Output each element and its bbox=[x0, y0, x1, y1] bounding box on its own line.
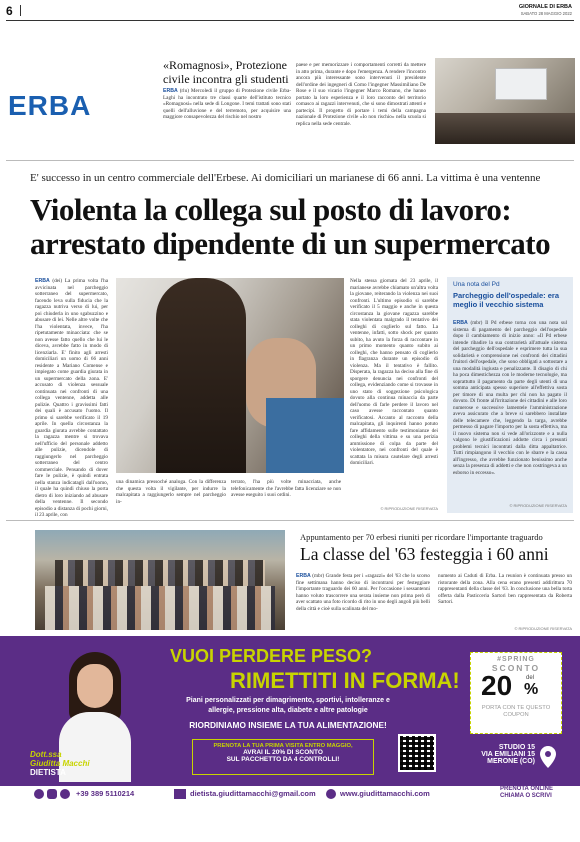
page-number: 6 bbox=[6, 4, 13, 18]
promo-line3: SUL PACCHETTO DA 4 CONTROLLI! bbox=[226, 756, 340, 763]
group-row-front bbox=[45, 586, 275, 630]
byline: ERBA bbox=[296, 573, 311, 579]
main-photo bbox=[116, 278, 344, 473]
main-headline-line2: arrestato dipendente di un supermercato bbox=[30, 226, 551, 261]
email-address[interactable]: dietista.giudittamacchi@gmail.com bbox=[190, 789, 316, 798]
top-article-col2: paese e per memorizzare i comportamenti corretti da mettere in atto prima, durante e dopo l'emergenza. A rendere l'incontro ancora più interessante sono intervenuti il presidente dell'ordine dei ingegneri di Como l'ingegner Massimiliano De Rose e il suo vicario l'ingegner Marco Romano, che hanno portato la loro esperienza e il loro racconto del territorio comasco ai ragazzi intervenuti, che si sono dimostrati attenti e partecipi. Il progetto di portare i temi della campagna nazionale di Protezione civile «Io non rischio» nella scuola si replica nella sede centrale. bbox=[296, 62, 426, 127]
sidebar-box bbox=[447, 277, 573, 513]
address-block bbox=[445, 744, 535, 765]
sidebar-credit: © RIPRODUZIONE RISERVATA bbox=[509, 503, 567, 508]
instagram-icon[interactable] bbox=[47, 789, 57, 799]
online-line1: PRENOTA ONLINE bbox=[500, 786, 554, 792]
email-icon bbox=[174, 789, 186, 799]
coupon-hashtag: #SPRING bbox=[497, 656, 535, 663]
contact-bar-inner bbox=[30, 787, 580, 801]
address-line2: VIA EMILIANI 15 bbox=[481, 751, 535, 758]
byline-code: (rlu) bbox=[179, 88, 189, 94]
location-pin-icon bbox=[540, 746, 556, 768]
rule-2 bbox=[6, 520, 574, 521]
promo-box bbox=[192, 739, 374, 775]
doctor-name-block bbox=[30, 750, 130, 777]
top-article-col1 bbox=[163, 88, 291, 146]
address-line3: MERONE (CO) bbox=[487, 758, 535, 765]
ad-cta: RIORDINIAMO INSIEME LA TUA ALIMENTAZIONE! bbox=[189, 720, 387, 730]
main-col1 bbox=[35, 278, 108, 518]
coupon-percent: 20 bbox=[481, 670, 513, 701]
portrait-face bbox=[77, 664, 113, 708]
promo-line1: PRENOTA LA TUA PRIMA VISITA ENTRO MAGGIO, bbox=[213, 743, 353, 749]
byline-code: (mbr) bbox=[470, 320, 483, 326]
body-text: Grande festa per i «ragazzi» del '63 che lo scorso fine settimana hanno deciso di incontrarsi per festeggiare l'importante traguardo dei 60 anni. Per l'occasione i sessantenni hanno voluto trascorrere una serata insieme non prima però di aver scattato una foto ricordo di rito in uno degli angoli più belli della città e cioè sulla scalinata del mo- bbox=[296, 573, 431, 612]
projection-screen bbox=[495, 68, 547, 100]
byline: ERBA bbox=[453, 320, 468, 326]
coupon-percent-sign: % bbox=[524, 681, 539, 698]
newspaper-name: GIORNALE DI ERBA bbox=[518, 4, 572, 10]
byline: ERBA bbox=[35, 278, 50, 284]
main-credit: © RIPRODUZIONE RISERVATA bbox=[380, 506, 438, 511]
class-kicker: Appuntamento per 70 erbesi riuniti per ricordare l'importante traguardo bbox=[300, 532, 543, 542]
coupon-del: del bbox=[526, 675, 535, 681]
coupon-sconto: SCONTO bbox=[491, 663, 541, 673]
address-line1: STUDIO 15 bbox=[498, 744, 535, 751]
sidebar-title: Parcheggio dell'ospedale: era meglio il vecchio sistema bbox=[453, 291, 559, 309]
coupon-box bbox=[470, 652, 562, 734]
top-article-title: «Romagnosi», Protezione civile incontra gli studenti bbox=[163, 58, 289, 86]
byline-code: (mbr) bbox=[312, 573, 325, 579]
rule-1 bbox=[6, 160, 574, 161]
main-col3: terrato, l'ha più volte minacciata, anche telefonicamente che l'avrebbe fatta licenziare se non avesse eseguito i suoi ordini. bbox=[231, 479, 341, 498]
header-rule bbox=[6, 20, 574, 21]
section-label: ERBA bbox=[8, 90, 92, 121]
class-credit: © RIPRODUZIONE RISERVATA bbox=[514, 626, 572, 631]
coupon-note: PORTA CON TE QUESTO COUPON bbox=[481, 705, 551, 718]
online-block bbox=[500, 786, 553, 800]
dark-hair-silhouette bbox=[156, 278, 246, 473]
ad-headline2: RIMETTITI IN FORMA! bbox=[230, 668, 460, 693]
sidebar-body bbox=[453, 320, 567, 500]
main-col4: Nella stessa giornata del 23 aprile, il marianese avrebbe chiamato un'altra volta la giovane, reiterando la violenza nei suoi confronti. L'ultimo episodio si sarebbe verificato il 5 maggio e anche in questa circostanza la giovane ragazza sarebbe stata violentata malgrado il tentativo dei colleghi di coglierlo sul fatto. La ventenne, infatti, sotto shock per quanto subito, ha avuto la forza di raccontare in un primo momento quanto subito ai colleghi, che hanno pensato di coglierlo in flagranza durante un episodio di violenza. Ma il tentativo è fallito. Disperata, la ragazza ha deciso alla fine di sporgere denuncia nei confronti del collega, evidenziando come si trovasse in uno stato di soggezione psicologica dovuto alla continua minaccia da parte dell'uomo di farle perdere il lavoro nel caso avesse raccontato quanto verificatosi. Accanto al racconto della malcapitata, gli inquirenti hanno potuto fare affidamento sulle testimonianze dei colleghi della vittima e su una perizia ammissione di colpa da parte del violentatore, nei confronti del quale è scattata la misura cautelare degli arresti domiciliari. bbox=[350, 278, 438, 466]
body-text: Il Pd erbese torna con una nota sul sistema di pagamento del parcheggio dell'ospedale dopo il cambiamento di inizio anno: «Il Pd erbese intende ribadire la sua contrarietà all'attuale sistema del parcheggio dell'ospedale e esprimere tutta la sua solidarietà e comprensione nei confronti dei cittadini fruitori dell'ospedale, che sono obbligati a sottostare a una modalità ingiusta e penalizzante. Il disagio di chi ha poca dimestichezza con le moderne tecnologie, ma soprattutto il pagamento da parte degli utenti di una somma anticipata spesso superiore all'effettiva sosta per timore di una multa per chi non ha pagato il dovuto. Di fronte all'irritazione dei cittadini e alle loro numerose e successive lamentele l'amministrazione aveva assicurato che a breve si sarebbero installate delle telecamere che, leggendo la targa, avrebbe permesso di pagare l'importo per la sosta effettiva, ma il nuovo sistema non si vede all'orizzonte e a nulla valgono le giustificazioni addotte circa i presunti problemi tecnici incontrati dalla ditta appaltatrice. Tutti rimpiangono il vecchio con le sbarre e la cassa all'ingresso, che avrebbe funzionato benissimo anche senza la presenza di addetti e che non costringeva a un esborso in eccesso». bbox=[453, 320, 568, 476]
promo-line2: AVRAI IL 20% DI SCONTO bbox=[243, 749, 323, 756]
qr-code[interactable] bbox=[398, 734, 436, 772]
byline: ERBA bbox=[163, 88, 178, 94]
top-article-photo bbox=[435, 58, 575, 144]
main-col2: una dinamica pressoché analoga. Con la differenza che questa volta il vigilante, per indurre la malcapitata a raggiungerlo sempre nel parcheggio in- bbox=[116, 479, 226, 505]
sidebar-tag: Una nota del Pd bbox=[453, 281, 500, 288]
doctor-role: DIETISTA bbox=[30, 768, 66, 777]
body-text: Mercoledì il gruppo di Protezione civile Erba-Laghi ha incontrato tre classi quarte dell'istituto tecnico «Romagnosi» nella sede di Longone. I temi trattati sono stati quelli dell'alluvione e del terremoto, per acquisire una maggiore consapevolezza del rischio nel nostro bbox=[163, 88, 292, 120]
students-silhouettes bbox=[435, 113, 575, 144]
blue-shirt-silhouette bbox=[266, 398, 344, 473]
main-kicker: E' successo in un centro commerciale dell'Erbese. Ai domiciliari un marianese di 66 anni. La vittima è una ventenne bbox=[30, 172, 541, 184]
ad-banner bbox=[0, 636, 580, 802]
web-icon bbox=[326, 789, 336, 799]
body-text: La prima volta l'ha avvicinata nel parcheggio sotterraneo del supermercato, facendo leva sulla fiducia che la ragazza nutriva verso di lui, per poi chiuderla in uno sgabuzzino e abusare di lei. Nelle altre volte che l'ha violentata, invece, l'ha ripetutamente minacciata: che se non avesse fatto quello che lui le diceva, avrebbe fatto in modo di licenziarla. E' finito agli arresti domiciliari un uomo di 66 anni residente a Mariano Comense e impiegato come guardia giurata in un supermercato della zona. E' accusato di violenza sessuale continuata nei confronti di una collega ventenne, addetta alle pulizie. Quattro i gravissimi fatti dei quali è accusato l'uomo. Il primo si sarebbe verificato il 19 aprile. In quella circostanza la guardia giurata avrebbe contattato la ragazza mentre si trovava nell'ufficio del personale addetto alle pulizie, dicendole di raggiungerlo nel parcheggio sotterraneo del centro commerciale. Pensando di dover fare le pulizie, è quindi entrata nella stanza indicatagli dall'uomo, il quale ha quindi chiuso la porta dietro di loro iniziando ad abusare della ventenne. Il secondo episodio a distanza di pochi giorni, il 23 aprile, con bbox=[35, 278, 108, 518]
byline-code: (dei) bbox=[52, 278, 63, 284]
main-headline-line1: Violenta la collega sul posto di lavoro: bbox=[30, 192, 512, 227]
online-line2: CHIAMA O SCRIVI bbox=[500, 793, 552, 799]
doctor-title: Dott.ssa bbox=[30, 750, 62, 759]
class-headline: La classe del '63 festeggia i 60 anni bbox=[300, 544, 549, 564]
header-date: SABATO 28 MAGGIO 2022 bbox=[520, 11, 572, 16]
phone-number[interactable]: +39 389 5110214 bbox=[76, 789, 135, 798]
header-divider-vertical bbox=[20, 5, 21, 16]
facebook-icon[interactable] bbox=[34, 789, 44, 799]
doctor-name: Giuditta Macchi bbox=[30, 759, 90, 768]
ad-subtitle: Piani personalizzati per dimagrimento, sportivi, intolleranze e allergie, pressione alta, diabete e altre patologie bbox=[186, 697, 390, 714]
ad-headline1: VUOI PERDERE PESO? bbox=[170, 646, 373, 666]
class-photo bbox=[35, 530, 285, 630]
whatsapp-icon[interactable] bbox=[60, 789, 70, 799]
group-row-back bbox=[55, 560, 265, 586]
website-link[interactable]: www.giudittamacchi.com bbox=[340, 789, 430, 798]
class-col1 bbox=[296, 573, 430, 631]
class-col2: numento ai Caduti di Erba. La reunion è continuata presso un ristorante della zona. Alla cena erano presenti addirittura 70 rappresentanti della classe del '63. In conclusione una bella torta offerta dalla Pasticceria Sartori ben rappresentata da Roberta Sartori. bbox=[438, 573, 572, 605]
